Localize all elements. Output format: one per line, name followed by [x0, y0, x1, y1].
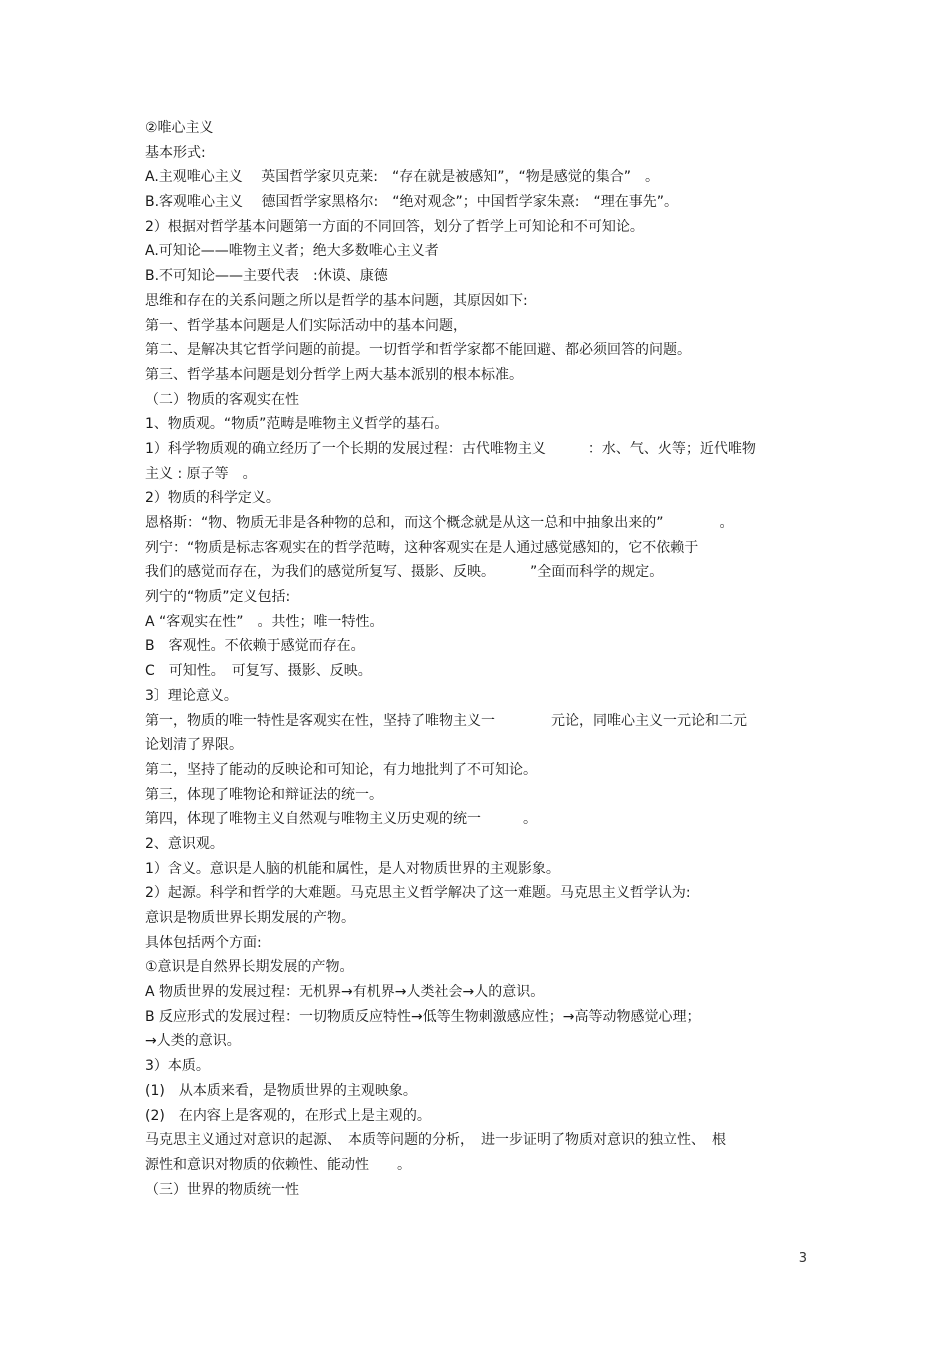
- text-line: 第三，体现了唯物论和辩证法的统一。: [145, 786, 383, 803]
- page-body: [145, 116, 825, 1202]
- text-line: 第四，体现了唯物主义自然观与唯物主义历史观的统一 。: [145, 811, 537, 828]
- text-line: 列宁：“物质是标志客观实在的哲学范畴，这种客观实在是人通过感觉感知的，它不依赖于: [145, 539, 699, 556]
- text-line: 我们的感觉而存在，为我们的感觉所复写、摄影、反映。 ”全面而科学的规定。: [145, 564, 664, 581]
- text-line: 第二、是解决其它哲学问题的前提。一切哲学和哲学家都不能回避、都必须回答的问题。: [145, 342, 691, 359]
- text-line: A.可知论——唯物主义者；绝大多数唯心主义者: [145, 243, 439, 260]
- text-line: B 反应形式的发展过程：一切物质反应特性→低等生物刺激感应性；→高等动物感觉心理；: [145, 1008, 701, 1025]
- text-line: 意识是物质世界长期发展的产物。: [145, 910, 355, 926]
- text-line: 第二，坚持了能动的反映论和可知论，有力地批判了不可知论。: [145, 761, 537, 778]
- text-line: 主义 : 原子等 。: [145, 465, 257, 482]
- text-line: 第三、哲学基本问题是划分哲学上两大基本派别的根本标准。: [145, 366, 523, 383]
- text-line: A.主观唯心主义 英国哲学家贝克莱: “存在就是被感知”，“物是感觉的集合” 。: [145, 169, 659, 186]
- text-line: 第一，物质的唯一特性是客观实在性，坚持了唯物主义一 元论，同唯心主义一元论和二元: [145, 712, 747, 729]
- text-line: →人类的意识。: [145, 1033, 241, 1050]
- text-line: C 可知性。 可复写、摄影、反映。: [145, 663, 372, 680]
- text-line: 思维和存在的关系问题之所以是哲学的基本问题，其原因如下:: [145, 292, 528, 309]
- text-line: 2）根据对哲学基本问题第一方面的不同回答，划分了哲学上可知论和不可知论。: [145, 218, 644, 235]
- text-line: 基本形式:: [145, 144, 206, 161]
- text-line: B 客观性。不依赖于感觉而存在。: [145, 638, 365, 655]
- text-line: 第一、哲学基本问题是人们实际活动中的基本问题，: [145, 317, 467, 334]
- text-line: 列宁的“物质”定义包括:: [145, 589, 291, 606]
- text-line: 2）起源。科学和哲学的大难题。马克思主义哲学解决了这一难题。马克思主义哲学认为:: [145, 885, 691, 902]
- text-line: 3）本质。: [145, 1058, 210, 1075]
- page-number: 3: [798, 1251, 807, 1266]
- text-line: 1）科学物质观的确立经历了一个长期的发展过程：古代唯物主义 ：水、气、火等；近代唯物: [145, 440, 756, 457]
- text-line: 具体包括两个方面:: [145, 934, 262, 951]
- text-line: (2) 在内容上是客观的，在形式上是主观的。: [145, 1107, 431, 1124]
- text-line: ①意识是自然界长期发展的产物。: [145, 959, 354, 976]
- text-line: 1、物质观。“物质”范畴是唯物主义哲学的基石。: [145, 416, 449, 433]
- text-line: 论划清了界限。: [145, 737, 243, 754]
- text-line: 源性和意识对物质的依赖性、能动性 。: [145, 1156, 411, 1173]
- text-line: 1）含义。意识是人脑的机能和属性，是人对物质世界的主观影象。: [145, 860, 560, 877]
- text-line: 2）物质的科学定义。: [145, 490, 280, 507]
- text-line: （二）物质的客观实在性: [145, 391, 299, 408]
- text-line: B.客观唯心主义 德国哲学家黑格尔: “绝对观念”；中国哲学家朱熹: “理在事先”。: [145, 194, 678, 211]
- text-line: （三）世界的物质统一性: [145, 1181, 299, 1198]
- text-line: ②唯心主义: [145, 120, 214, 136]
- text-line: 2、意识观。: [145, 835, 224, 852]
- text-line: A 物质世界的发展过程：无机界→有机界→人类社会→人的意识。: [145, 984, 545, 1001]
- text-line: 恩格斯：“物、物质无非是各种物的总和，而这个概念就是从这一总和中抽象出来的” 。: [145, 515, 734, 531]
- text-line: 马克思主义通过对意识的起源、 本质等问题的分析， 进一步证明了物质对意识的独立性、 根: [145, 1132, 726, 1149]
- text-line: A “客观实在性” 。共性；唯一特性。: [145, 613, 384, 630]
- text-line: 3〕理论意义。: [145, 687, 238, 704]
- text-line: (1) 从本质来看，是物质世界的主观映象。: [145, 1082, 417, 1099]
- text-line: B.不可知论——主要代表 :休谟、康德: [145, 268, 388, 285]
